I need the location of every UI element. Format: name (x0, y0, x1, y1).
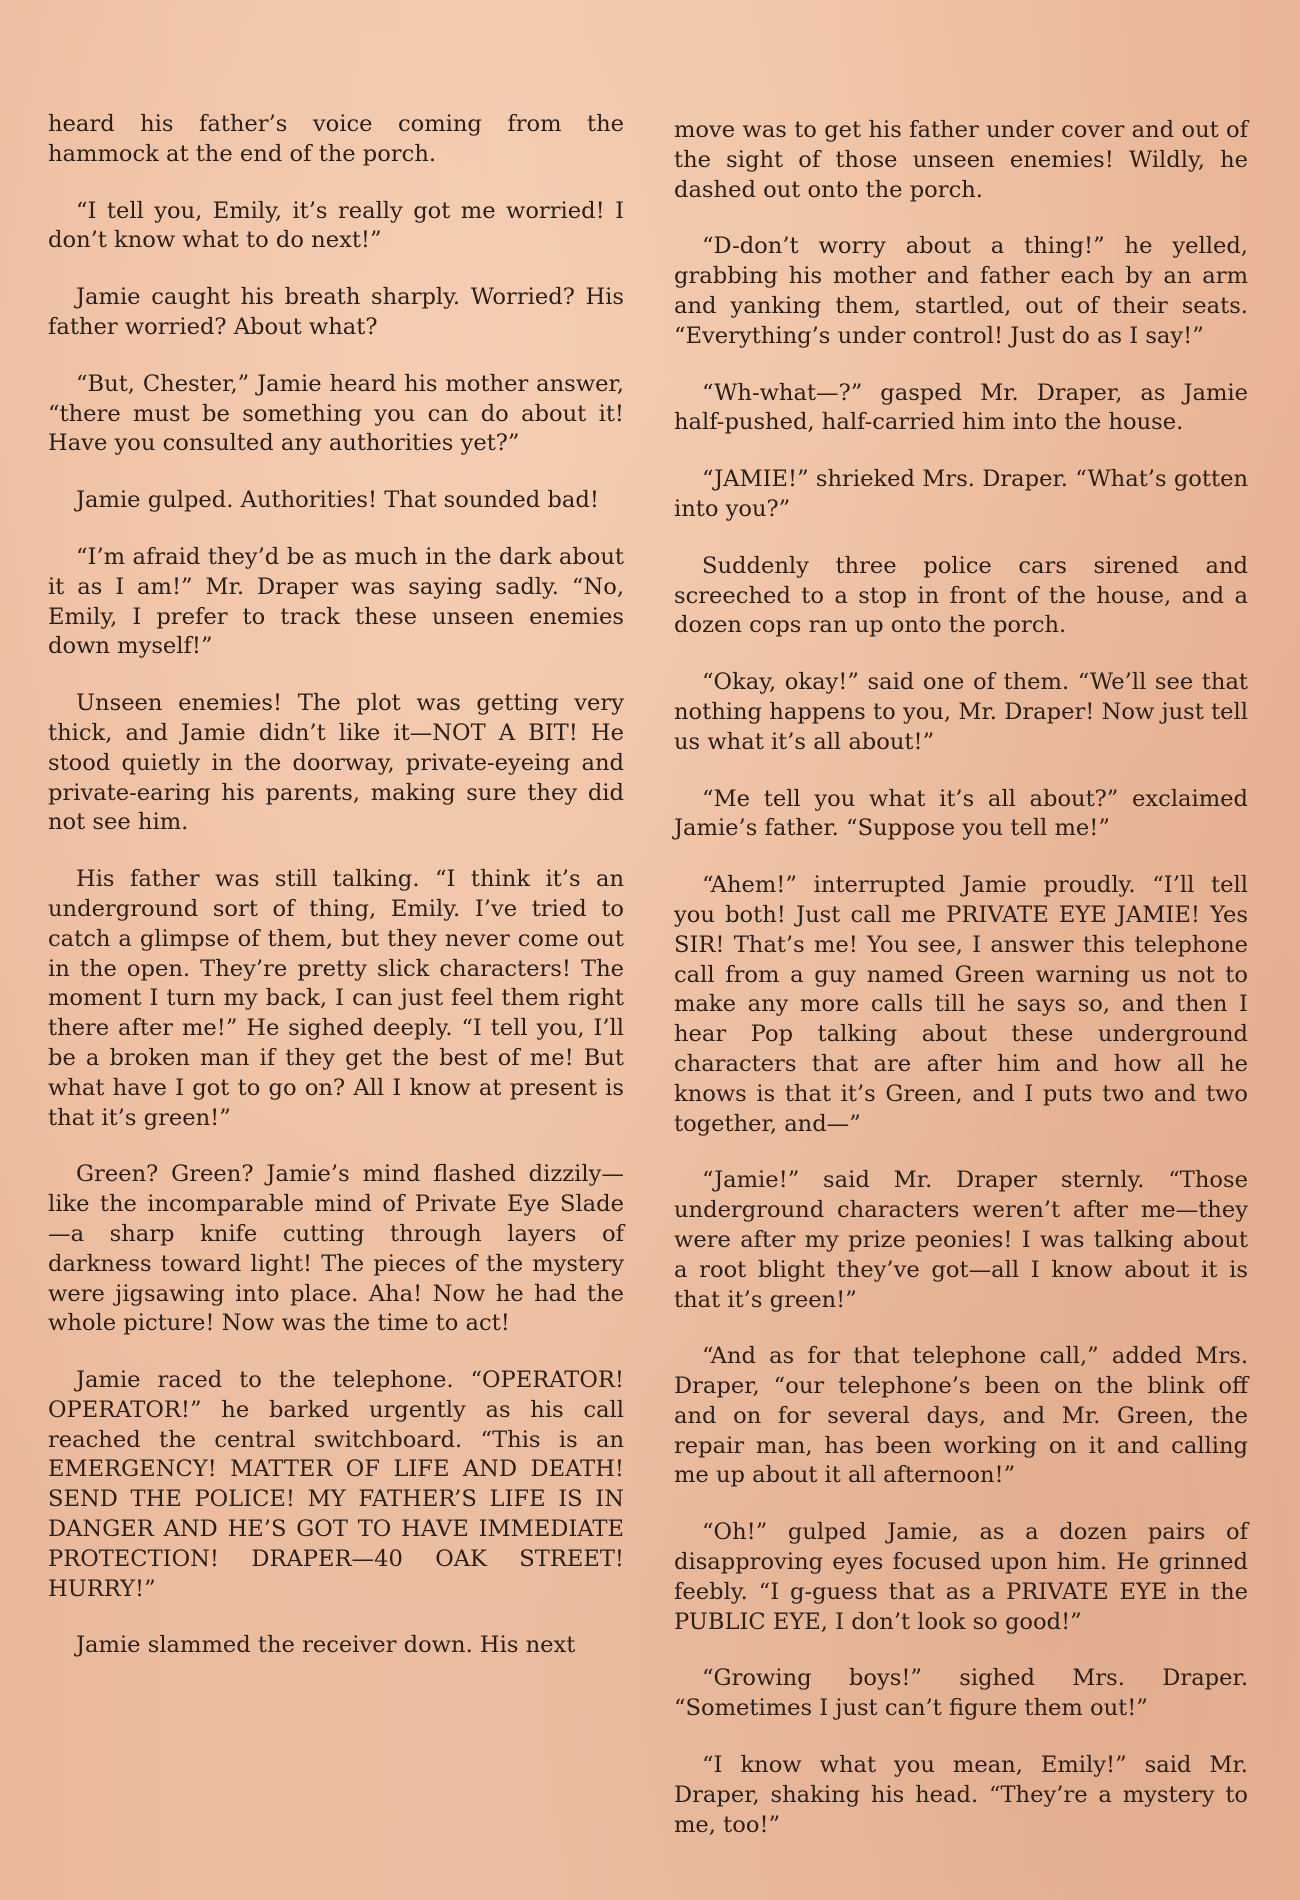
paragraph: “And as for that telephone call,” added Mrs. Draper, “our telephone’s been on the blink off and on for several days, and Mr. Green, the repair man, has been working on it and calling me up about it all afternoon!” (674, 1343, 1248, 1489)
paragraph: “D-don’t worry about a thing!” he yelled, grabbing his mother and father each by an arm and yanking them, startled, out of their seats. “Everything’s under control! Just do as I say!” (674, 233, 1248, 349)
paragraph: “JAMIE!” shrieked Mrs. Draper. “What’s gotten into you?” (674, 466, 1248, 522)
paragraph: Jamie gulped. Authorities! That sounded bad! (76, 487, 599, 514)
paragraph: Jamie slammed the receiver down. His next (76, 1632, 576, 1659)
paragraph: Jamie caught his breath sharply. Worried? His father worried? About what? (48, 284, 624, 340)
paragraph: “Jamie!” said Mr. Draper sternly. “Those underground characters weren’t after me—they were after my prize peonies! I was talking about a root blight they’ve got—all I know about it is that it’s green!” (674, 1167, 1248, 1313)
paragraph: “Wh-what—?” gasped Mr. Draper, as Jamie half-pushed, half-carried him into the house. (674, 379, 1248, 436)
paragraph: “Okay, okay!” said one of them. “We’ll see that nothing happens to you, Mr. Draper! Now just tell us what it’s all about!” (674, 669, 1248, 755)
left-text-column (48, 110, 624, 1688)
paragraph: Suddenly three police cars sirened and screeched to a stop in front of the house, and a dozen cops ran up onto the porch. (674, 552, 1248, 639)
paragraph: Green? Green? Jamie’s mind flashed dizzily—like the incomparable mind of Private Eye Slade—a sharp knife cutting through layers of darkness toward light! The pieces of the mystery were jigsawing into place. Aha! Now he had the whole picture! Now was the time to act! (48, 1161, 624, 1337)
paragraph: “But, Chester,” Jamie heard his mother answer, “there must be something you can do about it! Have you consulted any authorities yet?” (48, 370, 624, 457)
paragraph: Jamie raced to the telephone. “OPERATOR! OPERATOR!” he barked urgently as his call reached the central switchboard. “This is an EMERGENCY! MATTER OF LIFE AND DEATH! SEND THE POLICE! MY FATHER’S LIFE IS IN DANGER AND HE’S GOT TO HAVE IMMEDIATE PROTECTION! DRAPER—40 OAK STREET! HURRY!” (48, 1367, 624, 1602)
paragraph: Unseen enemies! The plot was getting very thick, and Jamie didn’t like it—NOT A BIT! He stood quietly in the doorway, private-eyeing and private-earing his parents, making sure they did not see him. (48, 690, 624, 836)
paragraph: “I tell you, Emily, it’s really got me worried! I don’t know what to do next!” (48, 197, 624, 254)
paragraph: “Growing boys!” sighed Mrs. Draper. “Sometimes I just can’t figure them out!” (674, 1665, 1248, 1722)
paragraph: “Me tell you what it’s all about?” exclaimed Jamie’s father. “Suppose you tell me!” (674, 785, 1248, 842)
paragraph: “I’m afraid they’d be as much in the dark about it as I am!” Mr. Draper was saying sadly. “No, Emily, I prefer to track these unseen enemies down myself!” (48, 543, 624, 660)
paragraph: “I know what you mean, Emily!” said Mr. Draper, shaking his head. “They’re a mystery to me, too!” (674, 1752, 1248, 1838)
paragraph: move was to get his father under cover and out of the sight of those unseen enemies! Wildly, he dashed out onto the porch. (674, 117, 1248, 203)
paragraph: “Ahem!” interrupted Jamie proudly. “I’ll tell you both! Just call me PRIVATE EYE JAMIE! Yes SIR! That’s me! You see, I answer this telephone call from a guy named Green warning us not to make any more calls till he says so, and then I hear Pop talking about these underground characters that are after him and how all he knows is that it’s Green, and I puts two and two together, and—” (674, 872, 1248, 1137)
paragraph: His father was still talking. “I think it’s an underground sort of thing, Emily. I’ve tried to catch a glimpse of them, but they never come out in the open. They’re pretty slick characters! The moment I turn my back, I can just feel them right there after me!” He sighed deeply. “I tell you, I’ll be a broken man if they get the best of me! But what have I got to go on? All I know at present is that it’s green!” (48, 866, 624, 1131)
right-text-column (674, 116, 1248, 1867)
paragraph: “Oh!” gulped Jamie, as a dozen pairs of disapproving eyes focused upon him. He grinned feebly. “I g-guess that as a PRIVATE EYE in the PUBLIC EYE, I don’t look so good!” (674, 1519, 1248, 1635)
paragraph: heard his father’s voice coming from the hammock at the end of the porch. (48, 111, 624, 167)
